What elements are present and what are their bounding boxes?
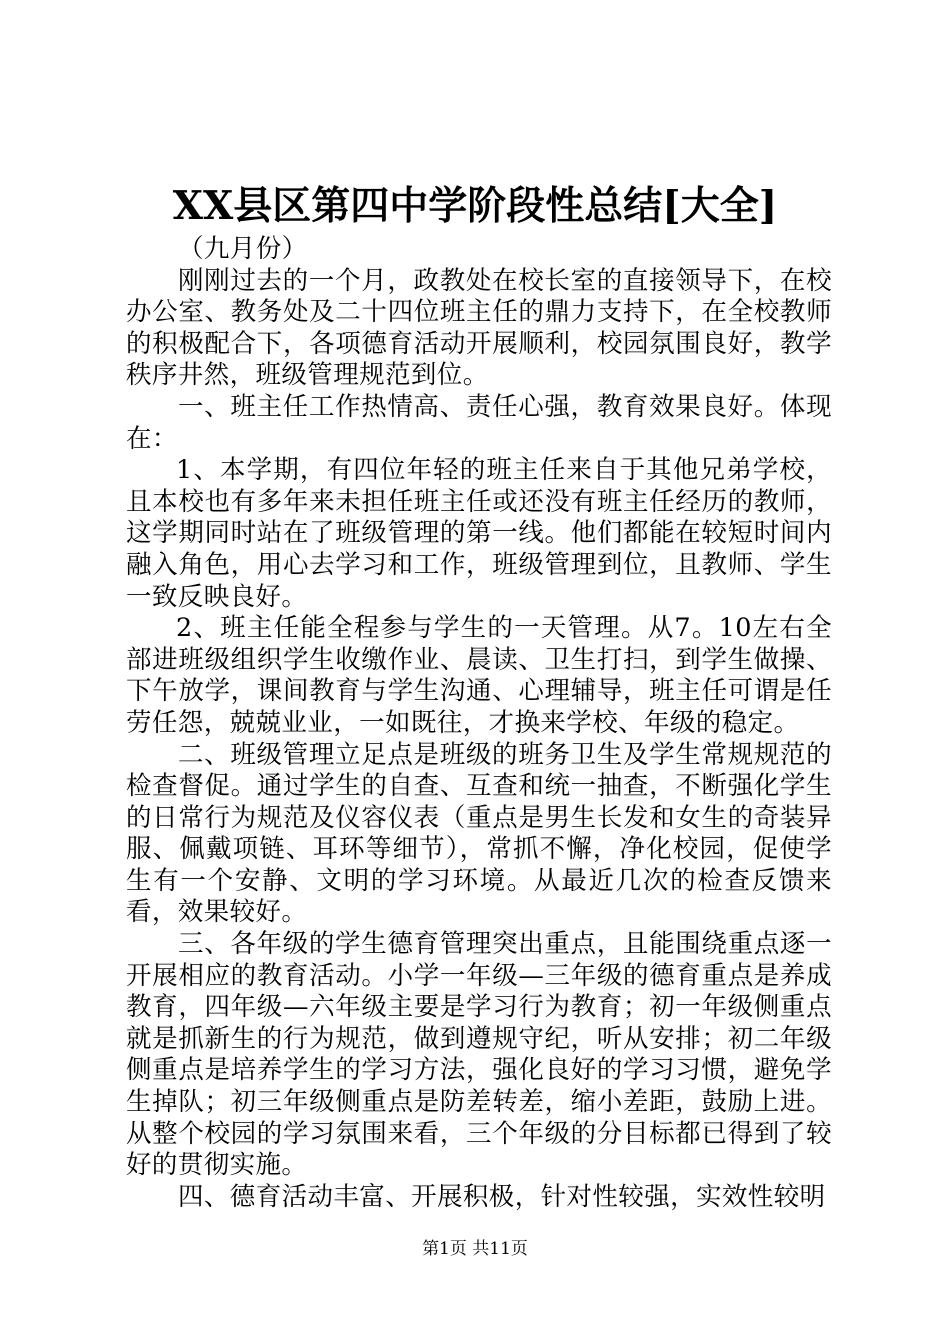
section-four-paragraph: 四、德育活动丰富、开展积极，针对性较强，实效性较明 xyxy=(178,1181,826,1212)
section-one-item-1: 1、本学期，有四位年轻的班主任来自于其他兄弟学校，且本校也有多年来未担任班主任或还没有班主任经历的教师，这学期同时站在了班级管理的第一线。他们都能在较短时间内融入角色，用心去学习和工作，班级管理到位，且教师、学生一致反映良好。 xyxy=(126,455,832,612)
intro-paragraph: 刚刚过去的一个月，政教处在校长室的直接领导下，在校办公室、教务处及二十四位班主任的鼎力支持下，在全校教师的积极配合下，各项德育活动开展顺利，校园氛围良好，教学秩序井然，班级管理规范到位。 xyxy=(126,265,832,391)
page-number-footer: 第1页 共11页 xyxy=(422,1239,528,1259)
section-two-paragraph: 二、班级管理立足点是班级的班务卫生及学生常规规范的检查督促。通过学生的自查、互查和统一抽查，不断强化学生的日常行为规范及仪容仪表（重点是男生长发和女生的奇装异服、佩戴项链、耳环等细节），常抓不懈，净化校园，促使学生有一个安静、文明的学习环境。从最近几次的检查反馈来看，效果较好。 xyxy=(126,739,832,928)
document-body xyxy=(126,234,832,1213)
document-title: XX县区第四中学阶段性总结[大全] xyxy=(172,183,778,229)
month-note: （九月份） xyxy=(178,234,308,264)
section-one-heading: 一、班主任工作热情高、责任心强，教育效果良好。体现在： xyxy=(126,391,832,454)
section-three-paragraph: 三、各年级的学生德育管理突出重点，且能围绕重点逐一开展相应的教育活动。小学一年级—三年级的德育重点是养成教育，四年级—六年级主要是学习行为教育；初一年级侧重点就是抓新生的行为规范，做到遵规守纪，听从安排；初二年级侧重点是培养学生的学习方法，强化良好的学习习惯，避免学生掉队；初三年级侧重点是防差转差，缩小差距，鼓励上进。从整个校园的学习氛围来看，三个年级的分目标都已得到了较好的贯彻实施。 xyxy=(126,929,832,1181)
section-one-item-2: 2、班主任能全程参与学生的一天管理。从7。10左右全部进班级组织学生收缴作业、晨读、卫生打扫，到学生做操、下午放学，课间教育与学生沟通、心理辅导，班主任可谓是任劳任怨，兢兢业业，一如既往，才换来学校、年级的稳定。 xyxy=(126,613,832,738)
